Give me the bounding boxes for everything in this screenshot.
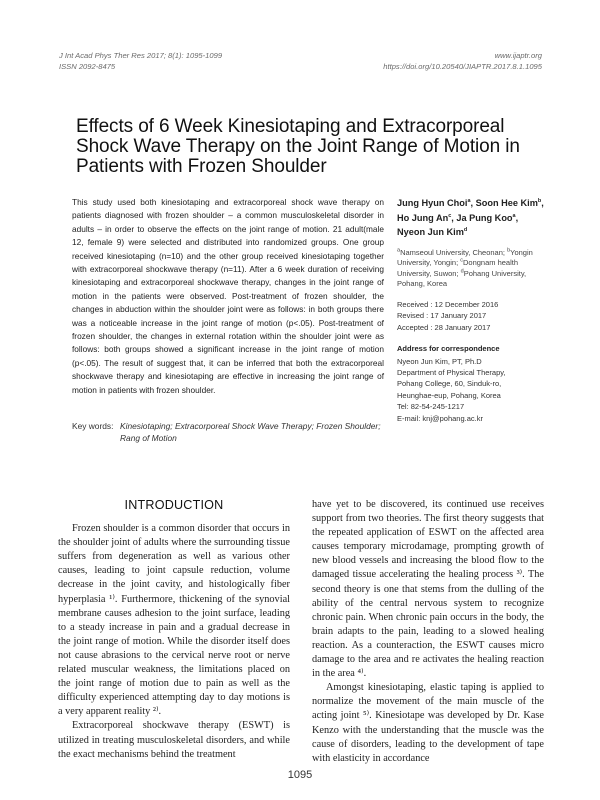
author-name: Ja Pung Koo [456, 212, 513, 223]
affiliation: Namseoul University, Cheonan; [400, 247, 508, 257]
author-sup: a [467, 197, 471, 204]
keywords [72, 420, 388, 444]
journal-header-left [59, 50, 222, 72]
section-heading: INTRODUCTION [124, 498, 224, 512]
body-column-left [58, 498, 290, 762]
affiliation: Dongnam health University, Suwon; [397, 258, 519, 278]
received-date: Received : 12 December 2016 [397, 299, 499, 309]
article-sidebar [397, 196, 547, 424]
affiliation: Pohang University, Pohang, Korea [397, 268, 527, 289]
body-column-right [312, 498, 544, 766]
author-sup: d [463, 226, 468, 233]
author-name: Nyeon Jun Kim [397, 227, 464, 237]
page-number: 1095 [287, 769, 313, 781]
affiliations [397, 248, 547, 290]
affiliation: Yongin University, Yongin; [397, 247, 533, 268]
author-name: Soon Hee Kim [475, 198, 538, 208]
journal-header-right [383, 50, 542, 72]
correspondence-email[interactable]: E-mail: knj@pohang.ac.kr [397, 413, 483, 423]
issn: ISSN 2092-8475 [59, 62, 116, 71]
affiliation-sup: a [397, 247, 401, 253]
abstract-text: This study used both kinesiotaping and extracorporeal shock wave therapy on patients diagnosed with frozen shoulder – a common musculoskeletal disorder in adults – in order to observe the effects on the joint range of motion. 21 adult(male 12, female 9) were selected and distributed into randomized groups. One group received kinesiotaping (n=10) and the other group received kinesiotaping together with extracorporeal shockwave therapy (n=11). After a 6 week duration of receiving kinesiotaping and extracorporeal shockwave therapy, changes in the joint range of motion in the patients were observed. Post-treatment of frozen shoulder, the changes in abduction within the shoulder joint were as follows: in both groups there was a noticeable increase in the joint range of motion (p<.05). Post-treatment of frozen shoulder, the changes in external rotation within the shoulder joint were as follows: both groups showed a significant increase in the joint range of motion (p<.05). The result of suggest that, it can be inferred that both the extracorporeal shockwave therapy and kinesiotaping are effective in increasing the joint range of motion in patients with frozen shoulder. [72, 197, 384, 395]
author-name: Ho Jung An [397, 212, 449, 223]
doi-link[interactable]: https://doi.org/10.20540/JIAPTR.2017.8.1.1095 [383, 62, 542, 71]
author-sup: c [448, 212, 452, 219]
correspondence [397, 343, 547, 424]
affiliation-sup: b [507, 247, 511, 253]
correspondence-line: Heunghae-eup, Pohang, Korea [397, 390, 501, 400]
keywords-label: Key words: [72, 421, 114, 431]
correspondence-title: Address for correspondence [397, 344, 500, 354]
correspondence-line: Nyeon Jun Kim, PT, Ph.D [397, 356, 482, 366]
body-paragraph: Amongst kinesiotaping, elastic taping is applied to normalize the movement of the main muscle of the acting joint ⁵⁾. Kinesiotape was developed by Dr. Kase Kenzo with the understanding that the muscle was the cause of disorders, leading to the development of tape with elasticity in accordance [312, 682, 544, 764]
keywords-text: Kinesiotaping; Extracorporeal Shock Wave Therapy; Frozen Shoulder; Rang of Motion [120, 421, 381, 443]
author-list: Jung Hyun Choi$^a$, Soon Hee Kim$^b$, Ho Jung An$^c$, Ja Pung Koo$^a$, Nyeon Jun Kim$^d$ [397, 197, 544, 237]
body-paragraph: Frozen shoulder is a common disorder that occurs in the shoulder joint of adults where the surrounding tissue suffers from degeneration as well as various other causes, leading to joint capsule reduction, volume decrease in the joint cavity, and histologically fiber hyperplasia ¹⁾. Furthermore, thickening of the synovial membrane causes adhesion to the joint surface, leading to a steady increase in pain and a gradual decrease in the joint range of motion. While the disorder itself does not cause abrasions to the cervical nerve root or nerve related muscular weakness, the limitations placed on the joint range of motion due to pain as well as the difficulty experienced attempting day to day motions is a very apparent reality ²⁾. [58, 523, 290, 718]
body-paragraph: have yet to be discovered, its continued use receives support from two theories. The first theory suggests that the repeated application of ESWT on the affected area causes temporary microdamage, prompting growth of new blood vessels and increasing the blood flow to the damaged tissue accelerating the healing process ³⁾. The second theory is one that stems from the dulling of the ability of the central nervous system to recognize chronic pain. When chronic pain occurs in the body, the brain adapts to the pain, leading to a slowed healing reaction. As a counteraction, the ESWT causes micro damage to the area and re activates the healing reaction in the area ⁴⁾. [312, 499, 544, 680]
correspondence-line: Pohang College, 60, Sinduk-ro, [397, 379, 502, 389]
journal-website[interactable]: www.ijaptr.org [494, 51, 542, 60]
affiliation-sup: c [460, 257, 463, 264]
correspondence-line: Department of Physical Therapy, [397, 367, 506, 377]
revised-date: Revised : 17 January 2017 [397, 311, 487, 321]
accepted-date: Accepted : 28 January 2017 [397, 322, 491, 332]
author-sup: a [512, 212, 516, 219]
article-title: Effects of 6 Week Kinesiotaping and Extracorporeal Shock Wave Therapy on the Joint Range of Motion in Patients with Frozen Shoulder [76, 116, 520, 177]
affiliation-sup: d [460, 268, 464, 275]
author-sup: b [537, 197, 542, 204]
article-dates [397, 299, 547, 333]
author-name: Jung Hyun Choi [397, 198, 468, 208]
abstract [72, 196, 384, 397]
correspondence-line: Tel: 82-54-245-1217 [397, 402, 465, 412]
journal-citation: J Int Acad Phys Ther Res 2017; 8(1): 1095-1099 [59, 51, 223, 60]
body-paragraph: Extracorporeal shockwave therapy (ESWT) is utilized in treating musculoskeletal disorders, and while the exact mechanisms behind the treatment [58, 720, 290, 760]
